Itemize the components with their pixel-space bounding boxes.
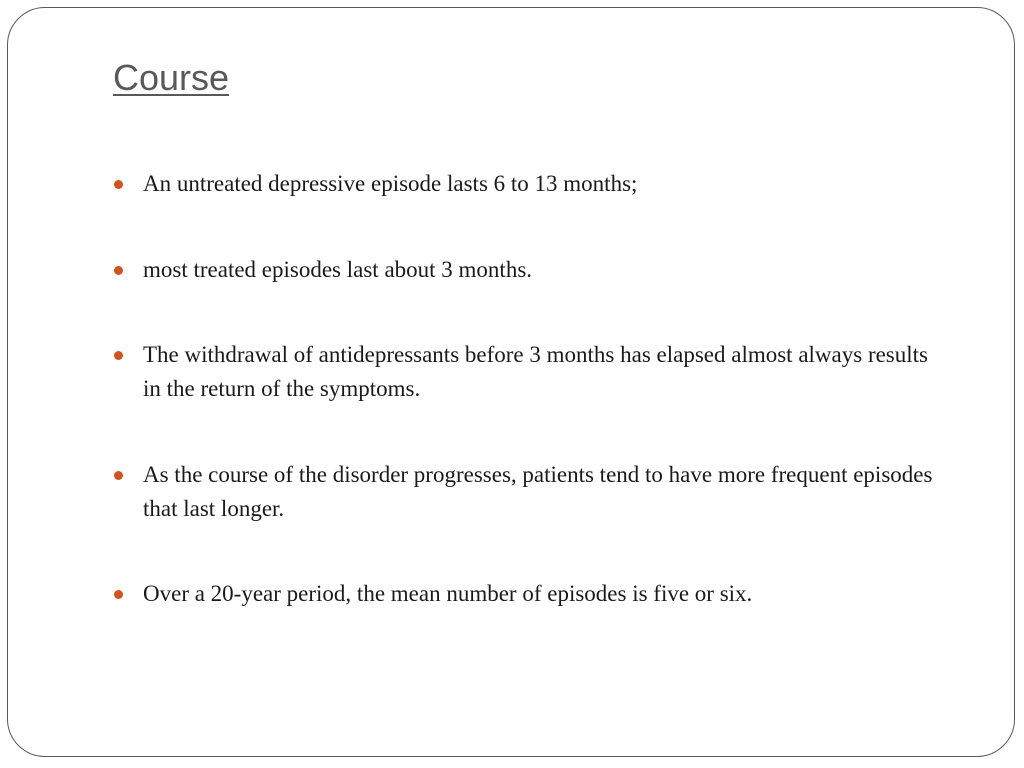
bullet-dot-icon [114, 266, 123, 275]
bullet-text: The withdrawal of antidepressants before 3 months has elapsed almost always results in the return of the symptoms. [143, 342, 928, 401]
bullet-item [114, 253, 944, 287]
bullet-text: Over a 20-year period, the mean number of episodes is five or six. [143, 581, 753, 606]
bullet-item [114, 458, 944, 526]
bullet-text: As the course of the disorder progresses, patients tend to have more frequent episodes that last longer. [143, 462, 933, 521]
bullet-text: most treated episodes last about 3 months. [143, 257, 533, 282]
bullet-dot-icon [114, 180, 123, 189]
bullet-text: An untreated depressive episode lasts 6 to 13 months; [143, 171, 638, 196]
slide-title: Course [113, 57, 230, 98]
bullet-item [114, 338, 944, 406]
bullet-dot-icon [114, 471, 123, 480]
bullet-dot-icon [114, 351, 123, 360]
bullet-item [114, 167, 944, 201]
bullet-item [114, 577, 944, 611]
bullet-dot-icon [114, 590, 123, 599]
